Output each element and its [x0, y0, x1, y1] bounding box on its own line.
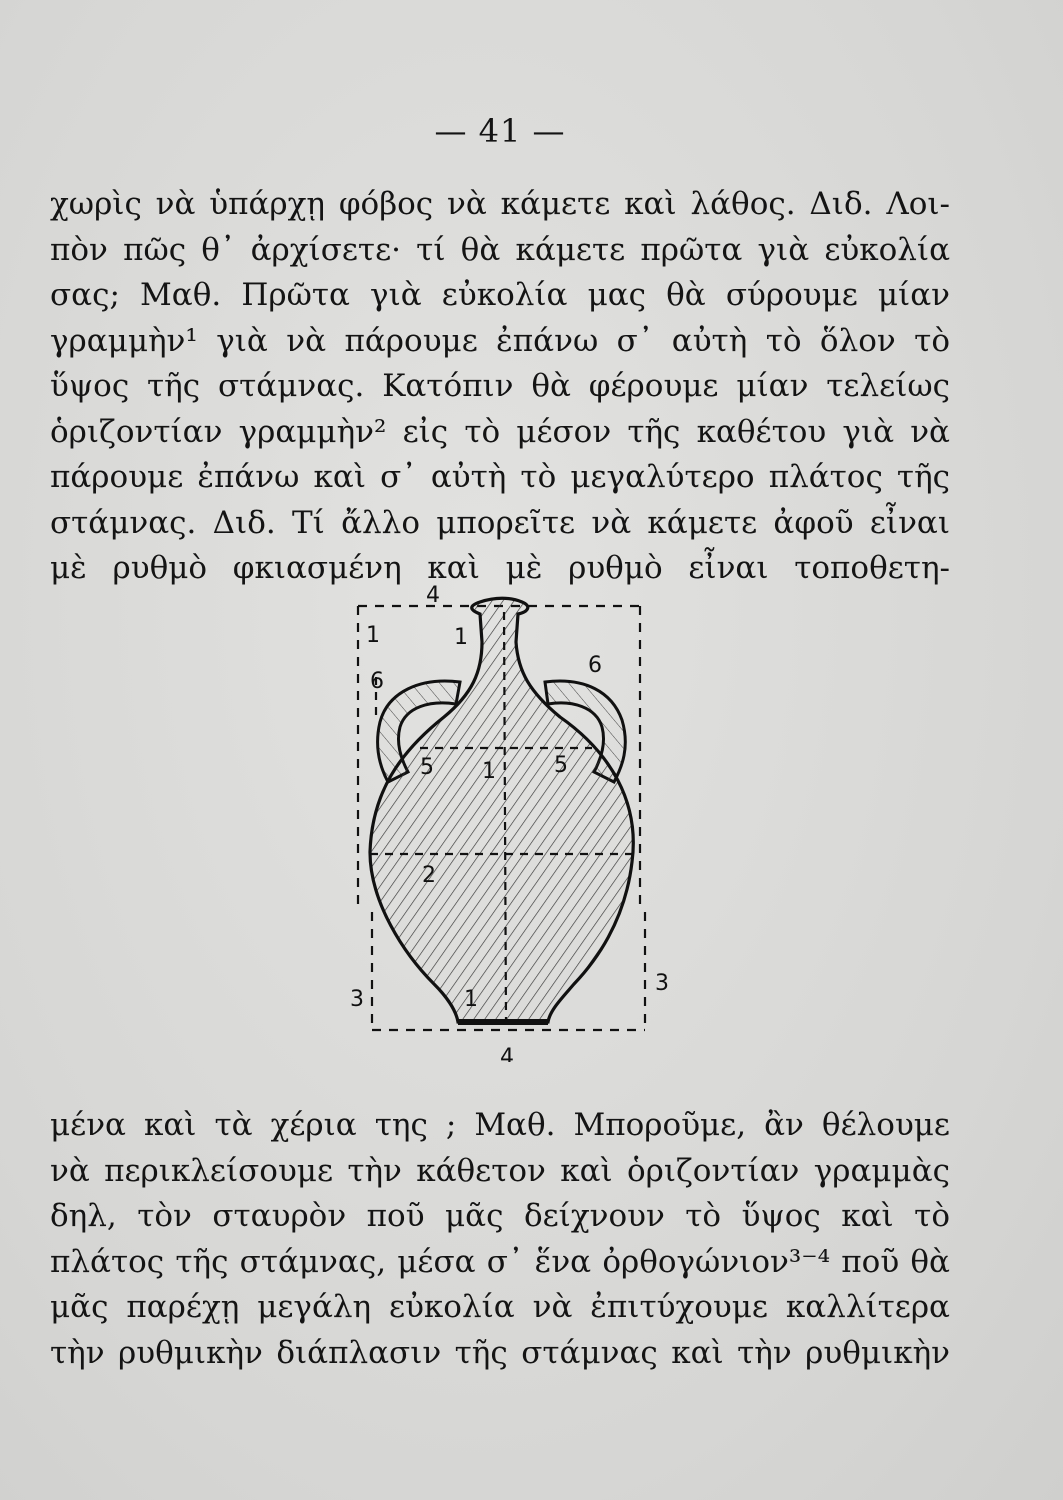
text-line: μὲ ρυθμὸ φκιασμένη καὶ μὲ ρυθμὸ εἶναι τοποθετη-: [50, 550, 950, 586]
amphora-svg: [340, 582, 670, 1062]
text-line: μᾶς παρέχῃ μεγάλη εὐκολία νὰ ἐπιτύχουμε καλλίτερα: [50, 1289, 950, 1325]
text-line: ὕψος τῆς στάμνας. Κατόπιν θὰ φέρουμε μίαν τελείως: [50, 368, 950, 404]
paragraph-top: [50, 182, 950, 592]
label-shoulder-right: 5: [554, 753, 568, 778]
text-line: μένα καὶ τὰ χέρια της ; Μαθ. Μποροῦμε, ἂν θέλουμε: [50, 1107, 950, 1143]
text-line: πάρουμε ἐπάνω καὶ σ᾽ αὐτὴ τὸ μεγαλύτερο πλάτος τῆς: [50, 459, 950, 495]
label-handle-left: 6: [370, 669, 384, 694]
amphora-drawing: [340, 582, 670, 1062]
label-width-line: 2: [422, 863, 436, 888]
page-number: — 41 —: [434, 112, 566, 150]
text-line: πλάτος τῆς στάμνας, μέσα σ᾽ ἕνα ὀρθογώνιον³⁻⁴ ποῦ θὰ: [50, 1243, 950, 1280]
label-shoulder-left: 5: [420, 755, 434, 780]
text-line: χωρὶς νὰ ὑπάρχῃ φόβος νὰ κάμετε καὶ λάθος. Διδ. Λοι-: [50, 186, 950, 222]
text-line: ὁριζοντίαν γραμμὴν² εἰς τὸ μέσον τῆς καθέτου γιὰ νὰ: [50, 413, 950, 450]
text-line: νὰ περικλείσουμε τὴν κάθετον καὶ ὁριζοντίαν γραμμὰς: [50, 1152, 950, 1189]
text-line: στάμνας. Διδ. Τί ἄλλο μπορεῖτε νὰ κάμετε ἀφοῦ εἶναι: [50, 504, 950, 541]
label-base: 1: [464, 987, 478, 1012]
label-rect-left-top: 1: [366, 623, 380, 648]
label-bottom: 4: [500, 1045, 514, 1062]
label-top: 4: [426, 583, 440, 608]
label-handle-right: 6: [588, 653, 602, 678]
label-center: 1: [482, 759, 496, 784]
text-line: δηλ, τὸν σταυρὸν ποῦ μᾶς δείχνουν τὸ ὕψος καὶ τὸ: [50, 1198, 950, 1234]
text-line: τὴν ρυθμικὴν διάπλασιν τῆς στάμνας καὶ τὴν ρυθμικὴν: [50, 1334, 950, 1371]
label-neck: 1: [454, 625, 468, 650]
label-side-left: 3: [350, 987, 364, 1012]
text-line: σας; Μαθ. Πρῶτα γιὰ εὐκολία μας θὰ σύρουμε μίαν: [50, 277, 950, 313]
label-side-right: 3: [655, 971, 669, 996]
text-line: πὸν πῶς θ᾽ ἀρχίσετε· τί θὰ κάμετε πρῶτα γιὰ εὐκολία: [50, 231, 950, 268]
paragraph-bottom: [50, 1103, 950, 1376]
text-line: γραμμὴν¹ γιὰ νὰ πάρουμε ἐπάνω σ᾽ αὐτὴ τὸ ὅλον τὸ: [50, 322, 950, 359]
